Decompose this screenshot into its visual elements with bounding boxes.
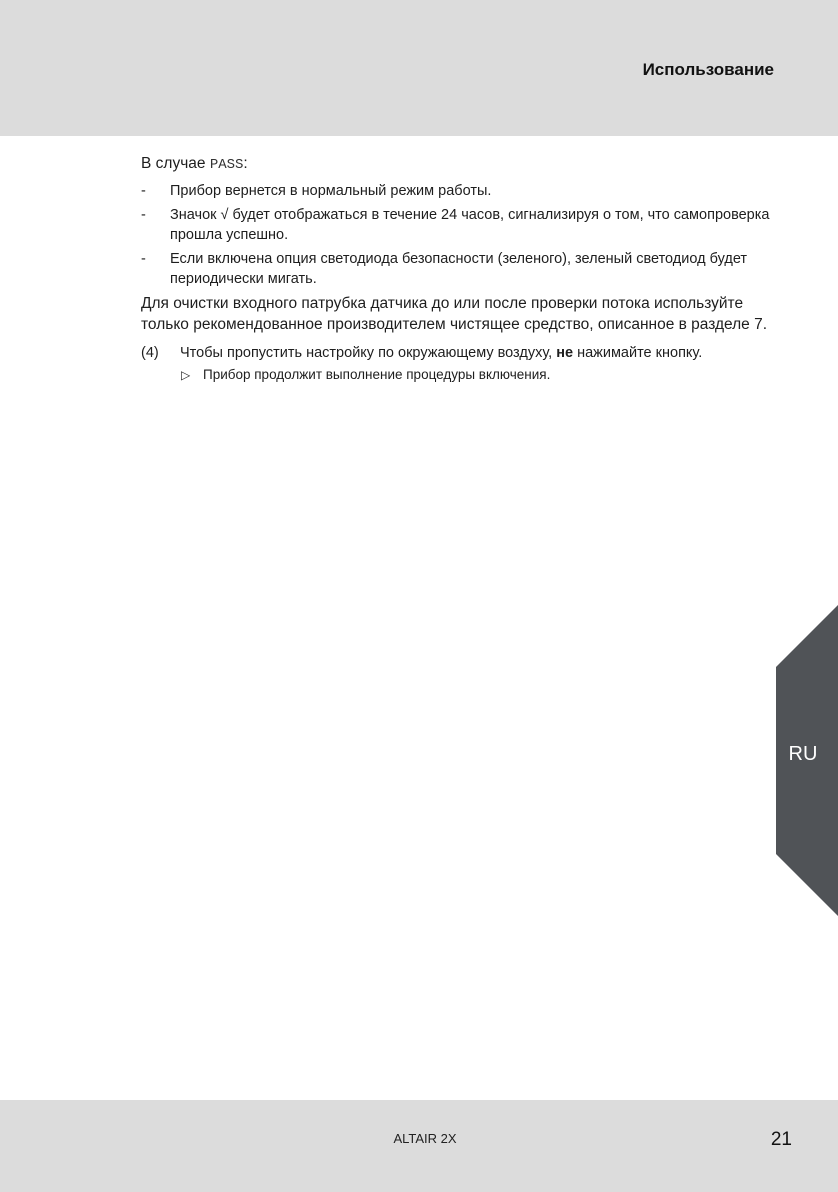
bullet-text: Если включена опция светодиода безопасности (зеленого), зеленый светодиод будет периодически мигать. <box>170 251 748 287</box>
step-text-bold: не <box>556 345 574 361</box>
language-label: RU <box>788 743 818 765</box>
cleaning-paragraph: Для очистки входного патрубка датчика до или после проверки потока используйте только рекомендованное производителем чистящее средство, описанное в разделе 7. <box>141 295 768 333</box>
pass-code: PASS <box>209 157 244 173</box>
bullet-text: Значок √ будет отображаться в течение 24 часов, сигнализируя о том, что самопроверка прошла успешно. <box>170 207 770 243</box>
step-4 <box>141 343 771 363</box>
page-content <box>141 154 771 385</box>
list-item <box>141 181 771 201</box>
page-footer <box>0 1100 838 1192</box>
bullet-marker: - <box>141 207 146 223</box>
section-title: Использование <box>642 60 774 79</box>
step-text-after: нажимайте кнопку. <box>573 345 703 361</box>
page-number: 21 <box>770 1129 792 1150</box>
page-header <box>0 0 838 136</box>
intro-line <box>141 154 771 175</box>
bullet-marker: - <box>141 251 146 267</box>
product-name: ALTAIR 2X <box>393 1131 457 1146</box>
intro-prefix: В случае <box>141 155 210 172</box>
step-text-before: Чтобы пропустить настройку по окружающему воздуху, <box>180 345 557 361</box>
intro-suffix: : <box>243 155 248 172</box>
result-text: Прибор продолжит выполнение процедуры включения. <box>203 367 551 382</box>
list-item <box>141 249 771 289</box>
list-item <box>141 205 771 245</box>
bullet-marker: - <box>141 183 146 199</box>
bullet-text: Прибор вернется в нормальный режим работы. <box>170 183 492 199</box>
bullet-list <box>141 181 771 289</box>
step-number: (4) <box>141 345 159 361</box>
step-result <box>141 365 771 385</box>
result-triangle-icon: ▷ <box>181 368 191 382</box>
